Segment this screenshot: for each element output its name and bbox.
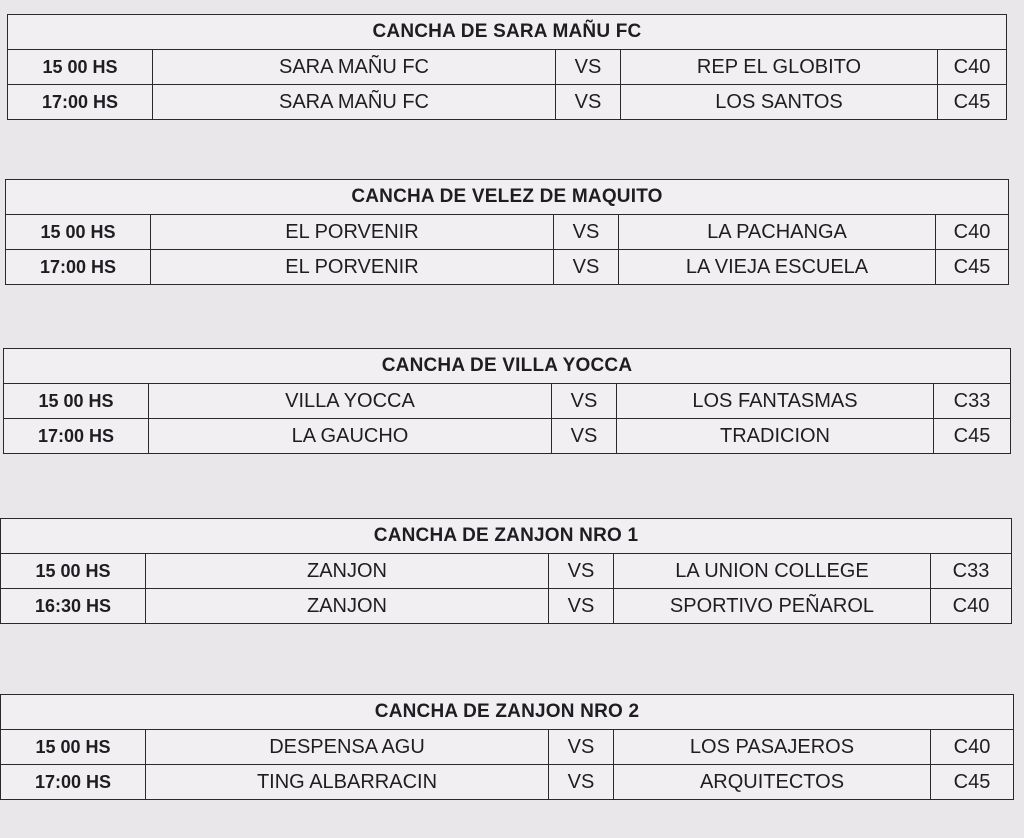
versus-label: VS (556, 85, 621, 119)
match-time: 15 00 HS (1, 730, 146, 764)
away-team: LA PACHANGA (619, 215, 936, 249)
versus-label: VS (549, 765, 614, 799)
venue-block-villa-yocca (3, 348, 1011, 454)
match-row (4, 419, 1010, 453)
versus-label: VS (554, 250, 619, 284)
home-team: LA GAUCHO (149, 419, 552, 453)
match-time: 17:00 HS (4, 419, 149, 453)
home-team: TING ALBARRACIN (146, 765, 549, 799)
venue-block-velez-de-maquito (5, 179, 1009, 285)
category-label: C45 (953, 90, 991, 113)
match-time: 15 00 HS (6, 215, 151, 249)
match-row (1, 730, 1013, 765)
versus-label: VS (556, 50, 621, 84)
versus-label: VS (552, 384, 617, 418)
away-team: SPORTIVO PEÑAROL (614, 589, 931, 623)
category-label: C40 (953, 55, 991, 78)
match-row (1, 589, 1011, 623)
away-team: LOS PASAJEROS (614, 730, 931, 764)
match-time: 17:00 HS (8, 85, 153, 119)
category-label: C45 (953, 255, 991, 278)
away-team: ARQUITECTOS (614, 765, 931, 799)
away-team: LOS FANTASMAS (617, 384, 934, 418)
away-team: TRADICION (617, 419, 934, 453)
match-time: 16:30 HS (1, 589, 146, 623)
home-team: EL PORVENIR (151, 250, 554, 284)
match-time: 17:00 HS (6, 250, 151, 284)
home-team: ZANJON (146, 554, 549, 588)
away-team: LOS SANTOS (621, 85, 938, 119)
away-team: LA UNION COLLEGE (614, 554, 931, 588)
home-team: ZANJON (146, 589, 549, 623)
venue-title: CANCHA DE ZANJON NRO 1 (1, 519, 1011, 554)
match-row (1, 554, 1011, 589)
match-time: 15 00 HS (8, 50, 153, 84)
versus-label: VS (549, 730, 614, 764)
versus-label: VS (549, 554, 614, 588)
venue-title: CANCHA DE VELEZ DE MAQUITO (6, 180, 1008, 215)
category-label: C40 (952, 594, 990, 617)
versus-label: VS (554, 215, 619, 249)
home-team: VILLA YOCCA (149, 384, 552, 418)
home-team: SARA MAÑU FC (153, 85, 556, 119)
versus-label: VS (552, 419, 617, 453)
match-time: 15 00 HS (1, 554, 146, 588)
venue-title: CANCHA DE VILLA YOCCA (4, 349, 1010, 384)
venue-block-sara-manu (7, 14, 1007, 120)
venue-block-zanjon-nro-2 (0, 694, 1014, 800)
match-row (6, 250, 1008, 284)
venue-block-zanjon-nro-1 (0, 518, 1012, 624)
versus-label: VS (549, 589, 614, 623)
match-time: 17:00 HS (1, 765, 146, 799)
away-team: LA VIEJA ESCUELA (619, 250, 936, 284)
away-team: REP EL GLOBITO (621, 50, 938, 84)
match-row (1, 765, 1013, 799)
match-row (6, 215, 1008, 250)
venue-title: CANCHA DE SARA MAÑU FC (8, 15, 1006, 50)
match-row (8, 50, 1006, 85)
match-row (8, 85, 1006, 119)
home-team: EL PORVENIR (151, 215, 554, 249)
home-team: SARA MAÑU FC (153, 50, 556, 84)
category-label: C40 (953, 220, 991, 243)
match-time: 15 00 HS (4, 384, 149, 418)
venue-title: CANCHA DE ZANJON NRO 2 (1, 695, 1013, 730)
category-label: C33 (953, 389, 991, 412)
category-label: C45 (953, 424, 991, 447)
category-label: C33 (952, 559, 990, 582)
home-team: DESPENSA AGU (146, 730, 549, 764)
match-row (4, 384, 1010, 419)
category-label: C45 (953, 770, 991, 793)
category-label: C40 (953, 735, 991, 758)
